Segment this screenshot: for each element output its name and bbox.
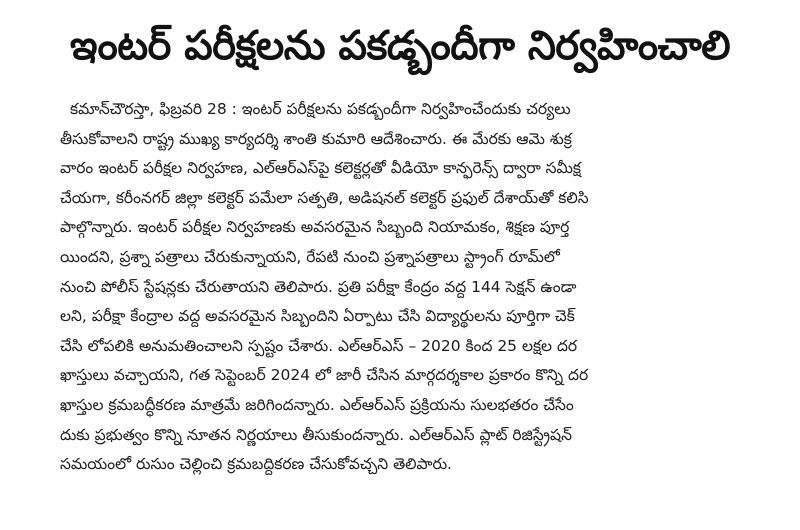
headline: ఇంటర్ పరీక్షలను పకడ్బందీగా నిర్వహించాలి (69, 23, 731, 69)
article-line: వారం ఇంటర్ పరీక్షల నిర్వహణ, ఎల్‌ఆర్‌ఎస్‌పై కలెక్టర్లతో వీడియో కాన్ఫరెన్స్ ద్వారా సమీక్ష (60, 159, 582, 178)
article-line: సమయంలో రుసుం చెల్లించి క్రమబద్దికరణ చేసుకోవచ్చని తెలిపారు. (60, 455, 452, 474)
article-line: కమాన్‌చౌరస్తా, ఫిబ్రవరి 28 : ఇంటర్ పరీక్షలను పకడ్బందీగా నిర్వహించేందుకు చర్యలు (70, 100, 571, 118)
article-line: యిందని, ప్రశ్నా పత్రాలు చేరుకున్నాయని, రేపటి నుంచి ప్రశ్నాపత్రాలు స్ట్రాంగ్ రూమ్‌లో (60, 247, 560, 266)
article-line: ఖాస్తులు వచ్చాయని, గత సెప్టెంబర్ 2024 లో జారీ చేసిన మార్గదర్శకాల ప్రకారం కొన్ని దర (60, 366, 589, 385)
article-line: పాల్గొన్నారు. ఇంటర్ పరీక్షల నిర్వహణకు అవసరమైన సిబ్బంది నియామకం, శిక్షణ పూర్త (60, 218, 570, 237)
article-line: ఖాస్తుల క్రమబద్ధీకరణ మాత్రమే జరిగిందన్నారు. ఎల్‌ఆర్‌ఎస్ ప్రక్రియను సులభతరం చేసేం (60, 395, 574, 414)
article-line: దుకు ప్రభుత్వం కొన్ని నూతన నిర్ణయాలు తీసుకుందన్నారు. ఎల్‌ఆర్‌ఎస్ ప్లాట్ రిజిస్ట్రేషన్ (60, 425, 572, 444)
article-line: లని, పరీక్షా కేంద్రాల వద్ద అవసరమైన సిబ్బందిని ఏర్పాటు చేసి విద్యార్థులను పూర్తిగా చెక్ (60, 307, 575, 326)
article-line: చేయగా, కరీంనగర్ జిల్లా కలెక్టర్ పమేలా సత్పతి, అడిషనల్ కలెక్టర్ ప్రఫుల్ దేశాయ్‌తో కలిసి (60, 188, 589, 207)
article-line: చేసి లోపలికి అనుమతించాలని స్పష్టం చేశారు. ఎల్‌ఆర్‌ఎస్ – 2020 కింద 25 లక్షల దర (60, 336, 578, 355)
article-body (60, 95, 786, 480)
article-line: తీసుకోవాలని రాష్ట్ర ముఖ్య కార్యదర్శి శాంతి కుమారి ఆదేశించారు. ఈ మేరకు ఆమె శుక్ర (60, 129, 572, 148)
article-line: నుంచి పోలీస్ స్టేషన్లకు చేరుతాయని తెలిపారు. ప్రతి పరీక్షా కేంద్రం వద్ద 144 సెక్షన్ ఉండా (60, 277, 577, 296)
